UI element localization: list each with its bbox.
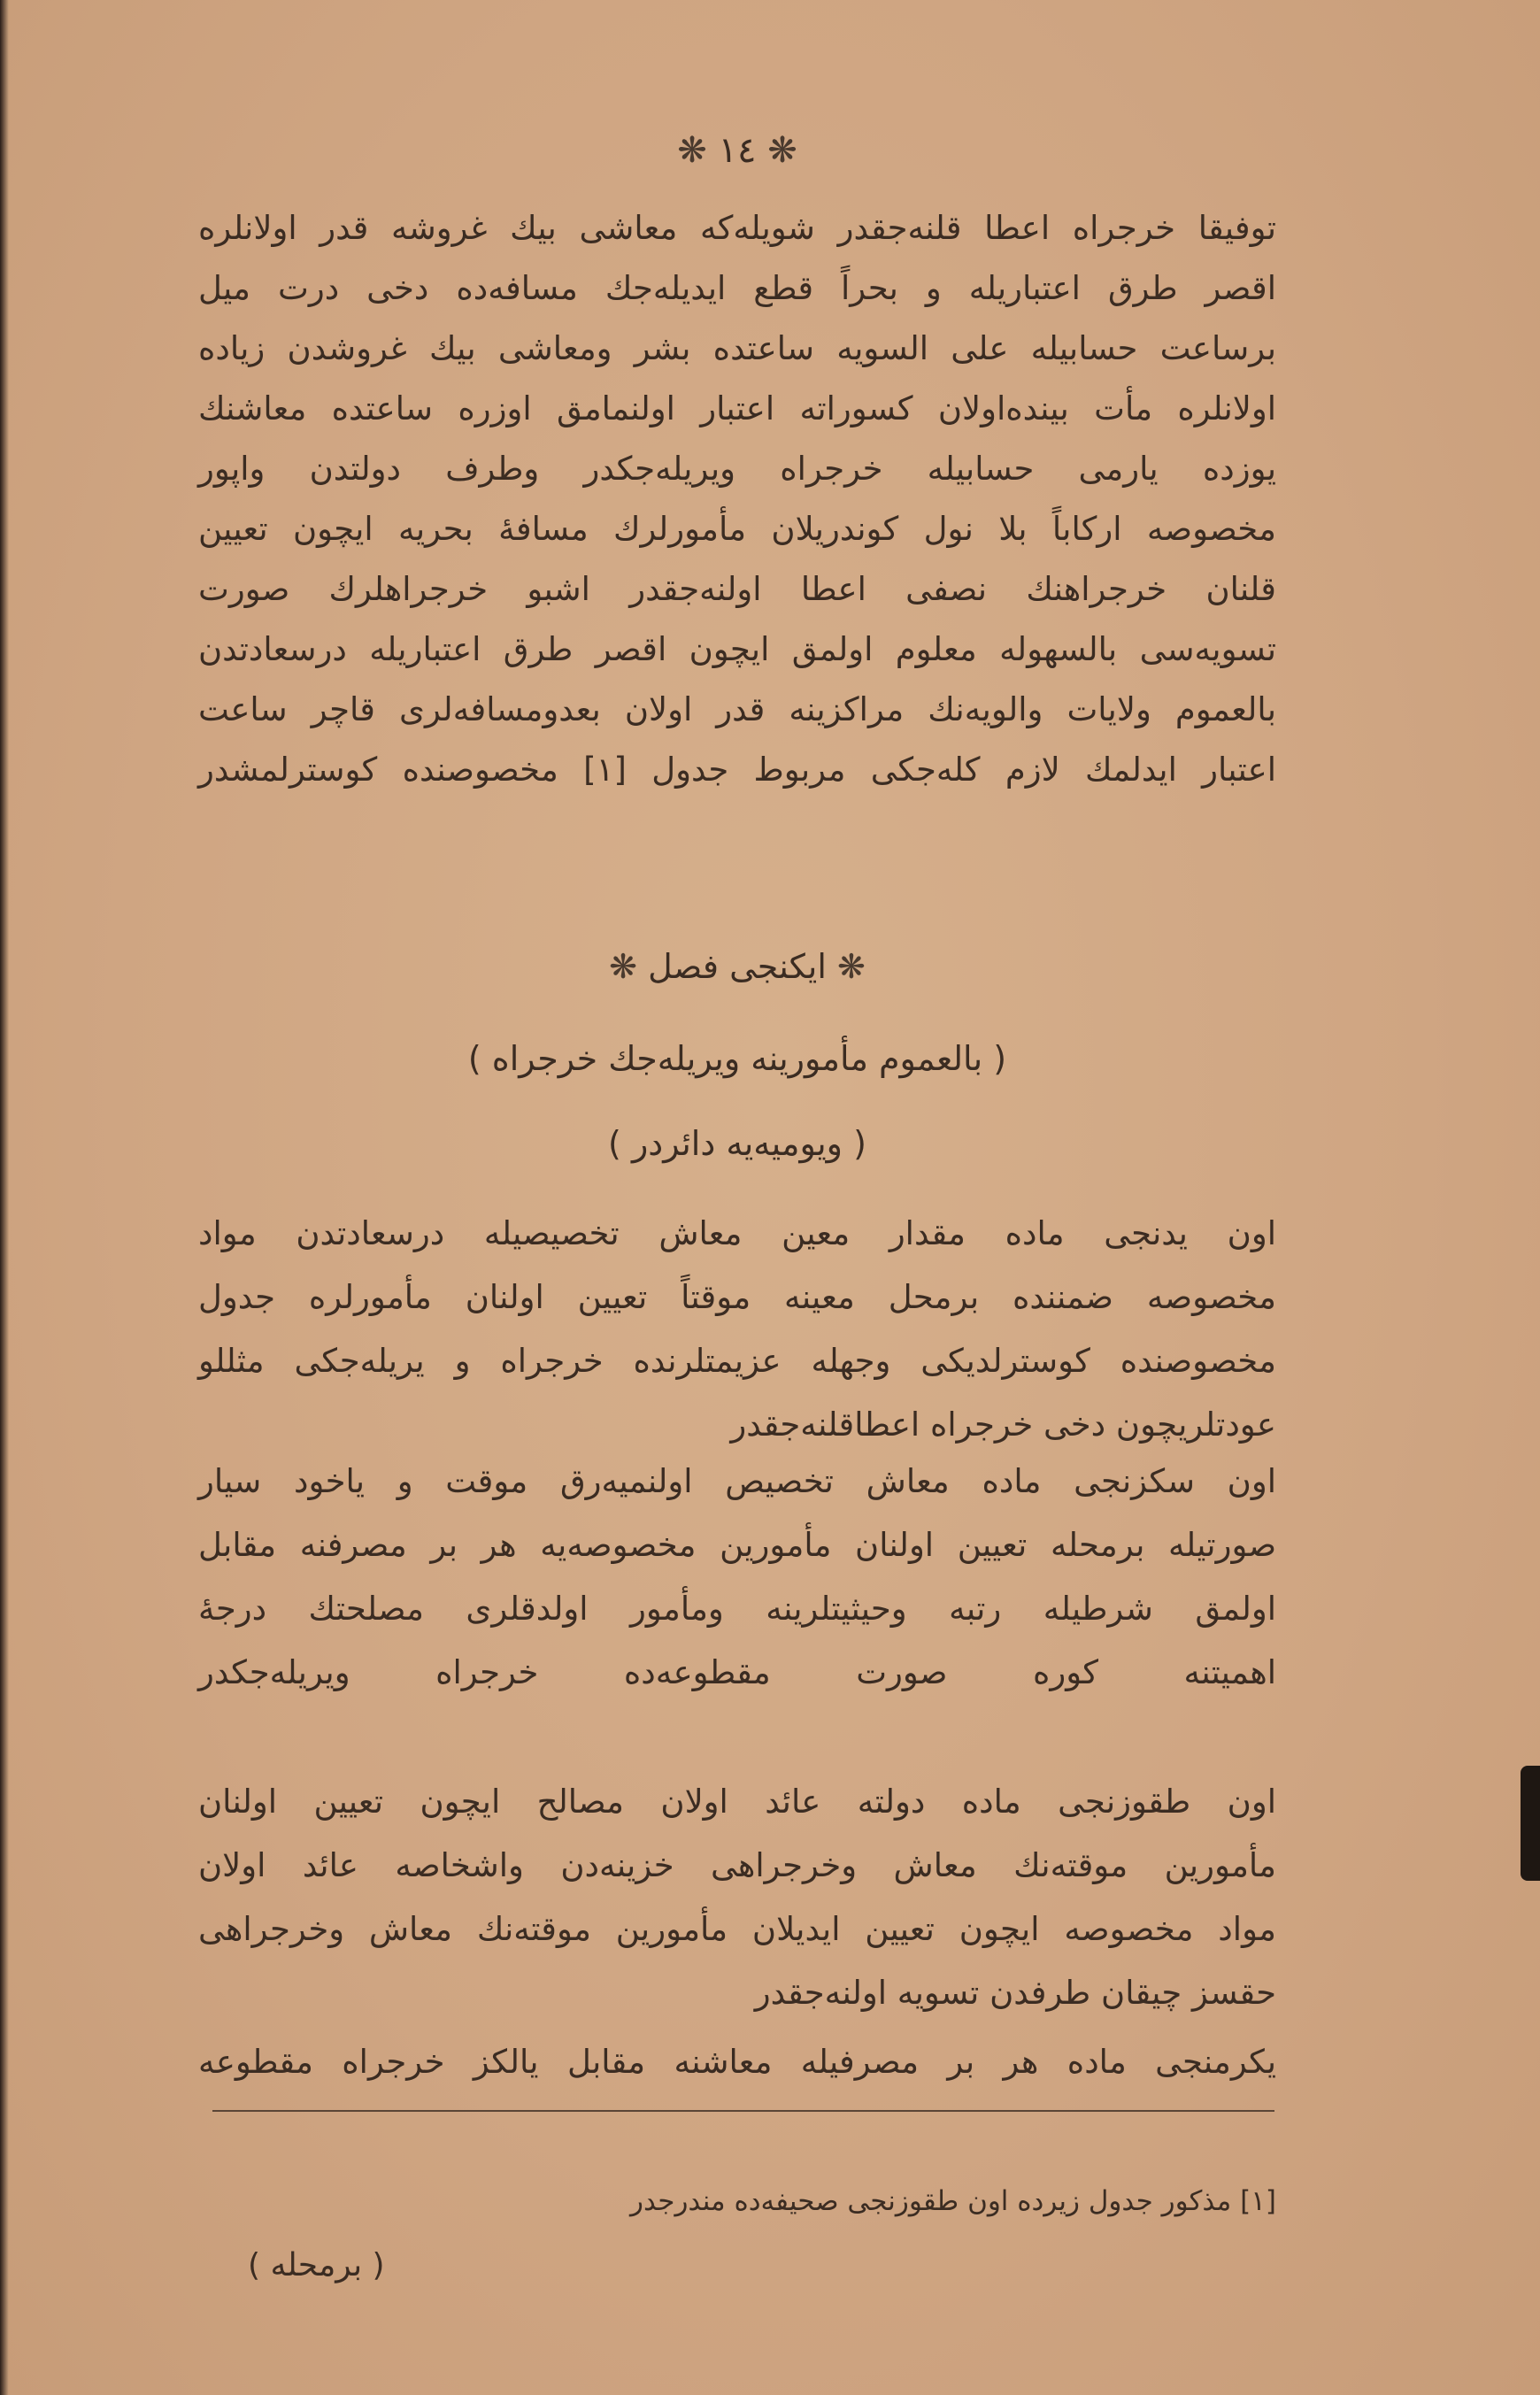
- section-subtitle: ( بالعموم مأمورينه ويريله‌جك خرجراه ): [467, 1039, 1007, 1078]
- text-line: اولمق شرطيله رتبه وحيثيتلرينه ومأمور اولدقلرى مصلحتك درجهٔ: [198, 1590, 1276, 1628]
- ornament-icon: ❋: [677, 130, 707, 171]
- text-line: قلنان خرجراهنك نصفى اعطا اولنه‌جقدر اشبو خرجراهلرك صورت: [198, 570, 1276, 608]
- text-line: مخصوصه اركاباً بلا نول كوندريلان مأمورلرك مسافهٔ بحريه ايچون تعيين: [198, 510, 1276, 548]
- catchword: ( برمحله ): [248, 2247, 385, 2283]
- text-line: يوزده يارمى حسابيله خرجراه ويريله‌جكدر وطرف دولتدن واپور: [198, 450, 1276, 488]
- text-line: مأمورين موقته‌نك معاش وخرجراهى خزينه‌دن واشخاصه عائد اولان: [198, 1846, 1276, 1884]
- text-line: توفيقا خرجراه اعطا قلنه‌جقدر شويله‌كه معاشى بيك غروشه قدر اولانلره: [198, 209, 1276, 247]
- section-subtitle: ( ويوميه‌يه دائردر ): [608, 1124, 866, 1163]
- binding-tab: [1521, 1766, 1540, 1881]
- text-line: اون طقوزنجى ماده دولته عائد اولان مصالح ايچون تعيين اولنان: [198, 1783, 1276, 1821]
- text-line: اعتبار ايدلمك لازم كله‌جكى مربوط جدول [١] مخصوصنده كوسترلمشدر: [198, 751, 1276, 789]
- text-line: مواد مخصوصه ايچون تعيين ايديلان مأمورين موقته‌نك معاش وخرجراهى: [198, 1910, 1276, 1948]
- text-line: عودتلريچون دخى خرجراه اعطاقلنه‌جقدر: [730, 1405, 1276, 1444]
- text-line: اون يدنجى ماده مقدار معين معاش تخصيصيله درسعادتدن مواد: [198, 1214, 1276, 1252]
- footnote: [١] مذكور جدول زيرده اون طقوزنجى صحيفه‌ده مندرجدر: [630, 2185, 1276, 2217]
- page-number: ١٤: [718, 130, 757, 171]
- text-line: اهميتنه كوره صورت مقطوعه‌ده خرجراه ويريله‌جكدر: [198, 1653, 1276, 1691]
- page-header: [198, 124, 1276, 177]
- text-line: صورتيله برمحله تعيين اولنان مأمورين مخصوصه‌يه هر بر مصرفنه مقابل: [198, 1526, 1276, 1564]
- text-line: حقسز چيقان طرفدن تسويه اولنه‌جقدر: [754, 1974, 1276, 2012]
- ornament-icon: ❋: [767, 130, 797, 171]
- text-line: يكرمنجى ماده هر بر مصرفيله معاشنه مقابل يالكز خرجراه مقطوعه: [198, 2043, 1276, 2081]
- text-line: اقصر طرق اعتباريله و بحراً قطع ايديله‌جك مسافه‌ده دخى درت ميل: [198, 269, 1276, 307]
- ornament-icon: ❋: [609, 947, 638, 986]
- page-edge: [0, 0, 9, 2395]
- text-line: اولانلره مأت بينده‌اولان كسوراته اعتبار اولنمامق اوزره ساعتده معاشنك: [198, 389, 1276, 427]
- section-title: ايكنجى فصل: [648, 947, 827, 986]
- section-heading: [198, 940, 1276, 993]
- ornament-icon: ❋: [836, 947, 866, 986]
- text-line: بالعموم ولايات والويه‌نك مراكزينه قدر اولان بعدومسافه‌لرى قاچر ساعت: [198, 690, 1276, 728]
- footnote-divider: [212, 2110, 1274, 2112]
- text-line: تسويه‌سى بالسهوله معلوم اولمق ايچون اقصر طرق اعتباريله درسعادتدن: [198, 630, 1276, 668]
- text-line: اون سكزنجى ماده معاش تخصيص اولنميه‌رق موقت و ياخود سيار: [198, 1462, 1276, 1500]
- text-line: مخصوصه ضمننده برمحل معينه موقتاً تعيين اولنان مأمورلره جدول: [198, 1278, 1276, 1316]
- text-line: برساعت حسابيله على السويه ساعتده بشر ومعاشى بيك غروشدن زياده: [198, 329, 1276, 367]
- text-line: مخصوصنده كوسترلديكى وجهله عزيمتلرنده خرجراه و يريله‌جكى مثللو: [198, 1342, 1276, 1380]
